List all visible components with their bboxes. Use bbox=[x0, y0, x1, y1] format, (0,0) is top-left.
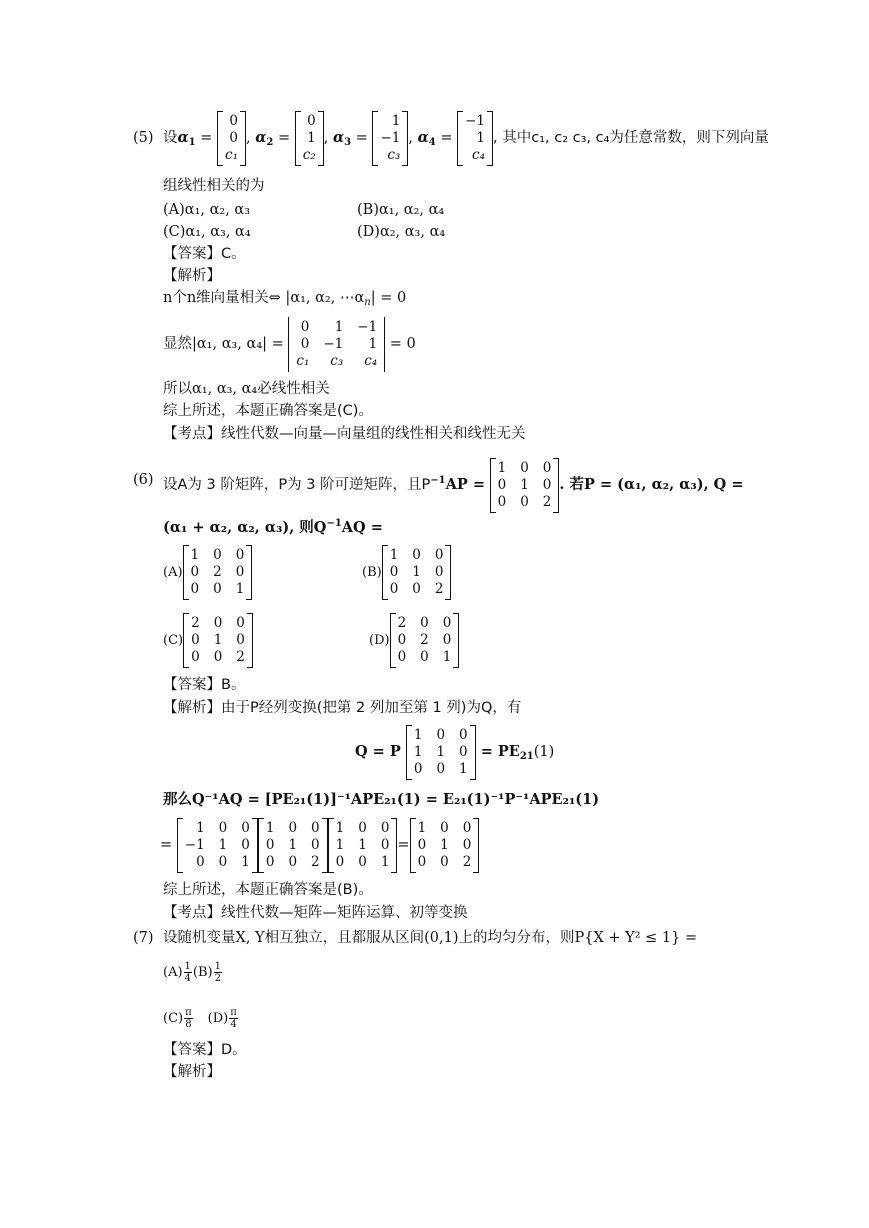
matrix-cell: 0 bbox=[311, 819, 320, 836]
matrix-cell: 1 bbox=[288, 836, 298, 853]
q6-product-m2 bbox=[258, 818, 328, 873]
matrix-cell: 1 bbox=[218, 836, 228, 853]
matrix-cell: 0 bbox=[413, 760, 423, 777]
q5-alpha3-sub: 3 bbox=[344, 137, 352, 148]
matrix-cell: 0 bbox=[213, 580, 222, 597]
matrix-cell: 1 bbox=[335, 836, 345, 853]
q5-comma: , bbox=[246, 130, 251, 146]
q7-option-d-label: (D) bbox=[207, 1011, 229, 1026]
q5-alpha1: α bbox=[177, 129, 189, 146]
q5-stem-line2: 组线性相关的为 bbox=[163, 178, 265, 194]
q6-option-b-matrix bbox=[382, 545, 452, 600]
matrix-cell: 0 bbox=[389, 580, 399, 597]
matrix-cell: 0 bbox=[235, 546, 245, 563]
q5-alpha4: α bbox=[417, 129, 429, 146]
q6-eq-right-sub: 21 bbox=[519, 751, 534, 762]
matrix-cell: 1 bbox=[358, 836, 367, 853]
q6-option-d-matrix bbox=[390, 613, 460, 668]
q5-topic: 【考点】线性代数—向量—向量组的线性相关和线性无关 bbox=[163, 426, 526, 442]
q5-conclusion: 综上所述，本题正确答案是(C)。 bbox=[163, 403, 373, 419]
matrix-cell: 0 bbox=[300, 335, 310, 352]
matrix-cell: 0 bbox=[288, 853, 298, 870]
matrix-cell: 0 bbox=[241, 819, 250, 836]
matrix-cell: 0 bbox=[442, 631, 452, 648]
matrix-cell: 1 bbox=[190, 546, 200, 563]
matrix-cell: 0 bbox=[196, 853, 205, 870]
matrix-cell: 1 bbox=[520, 476, 529, 493]
q6-equation bbox=[355, 724, 554, 780]
matrix-cell: 0 bbox=[389, 563, 399, 580]
matrix-cell: 0 bbox=[462, 819, 472, 836]
q6-option-c bbox=[163, 612, 253, 668]
matrix-cell: 1 bbox=[241, 853, 250, 870]
matrix-cell: 1 bbox=[413, 743, 423, 760]
matrix-cell: 0 bbox=[213, 648, 223, 665]
matrix-cell: 0 bbox=[236, 631, 245, 648]
matrix-cell: 0 bbox=[542, 476, 552, 493]
matrix-cell: c₄ bbox=[364, 352, 378, 369]
matrix-cell: 0 bbox=[265, 853, 275, 870]
q6-eq-matrix bbox=[406, 725, 476, 780]
matrix-cell: 1 bbox=[440, 836, 449, 853]
q6-product-m3 bbox=[328, 818, 398, 873]
matrix-cell: 0 bbox=[218, 853, 228, 870]
matrix-cell: 2 bbox=[462, 853, 472, 870]
q7-option-b-label: (B) bbox=[192, 965, 213, 980]
matrix-cell: −1 bbox=[380, 129, 401, 146]
matrix-cell: 2 bbox=[397, 614, 407, 631]
matrix-cell: 1 bbox=[213, 631, 223, 648]
q6-option-c-label: (C) bbox=[163, 633, 184, 648]
matrix-cell: 1 bbox=[497, 459, 507, 476]
matrix-cell: 0 bbox=[241, 836, 250, 853]
q5-comma: , bbox=[408, 130, 413, 146]
q6-then: 那么Q⁻¹AQ = [PE₂₁(1)]⁻¹APE₂₁(1) = E₂₁(1)⁻¹P⁻¹APE₂₁(1) bbox=[163, 791, 600, 808]
q7-number: (7) bbox=[133, 930, 154, 946]
matrix-cell: 1 bbox=[391, 112, 401, 129]
fraction-denominator: 4 bbox=[184, 972, 191, 984]
q5-det-prefix: 显然|α₁, α₃, α₄| = bbox=[163, 336, 284, 352]
matrix-cell: 2 bbox=[542, 493, 552, 510]
matrix-cell: 0 bbox=[300, 318, 310, 335]
q6-stem-line2-tail: AQ = bbox=[341, 519, 383, 536]
q5-rule-text: n个n维向量相关⇔ |α₁, α₂, ⋯α bbox=[163, 290, 365, 306]
q5-comma: , bbox=[323, 130, 329, 146]
matrix-cell: 0 bbox=[311, 836, 320, 853]
q7-options-ab bbox=[163, 956, 223, 988]
matrix-cell: 0 bbox=[459, 726, 468, 743]
matrix-cell: 0 bbox=[229, 129, 238, 146]
q5-option-c: (C)α₁, α₃, α₄ bbox=[163, 224, 251, 240]
matrix-cell: 0 bbox=[420, 614, 429, 631]
q5-option-a: (A)α₁, α₂, α₃ bbox=[163, 202, 251, 218]
matrix-cell: 2 bbox=[213, 563, 222, 580]
q7-option-b-fraction bbox=[214, 961, 222, 984]
matrix-cell: c₂ bbox=[302, 146, 316, 163]
matrix-cell: 0 bbox=[380, 819, 390, 836]
matrix-cell: 0 bbox=[190, 563, 200, 580]
matrix-cell: c₁ bbox=[225, 146, 238, 163]
q5-alpha2: α bbox=[255, 129, 267, 146]
matrix-cell: −1 bbox=[184, 836, 205, 853]
matrix-cell: 2 bbox=[236, 648, 245, 665]
matrix-cell: 1 bbox=[417, 819, 427, 836]
matrix-cell: 1 bbox=[235, 580, 245, 597]
matrix-cell: 0 bbox=[520, 493, 529, 510]
matrix-cell: 0 bbox=[462, 836, 472, 853]
matrix-cell: 0 bbox=[191, 648, 200, 665]
matrix-cell: 0 bbox=[191, 631, 200, 648]
q7-option-a-label: (A) bbox=[163, 965, 183, 980]
q7-option-c-label: (C) bbox=[163, 1011, 184, 1026]
matrix-cell: 0 bbox=[459, 743, 468, 760]
matrix-cell: 0 bbox=[335, 853, 345, 870]
matrix-cell: c₃ bbox=[387, 146, 401, 163]
fraction-denominator: 4 bbox=[230, 1018, 237, 1030]
q6-analysis: 【解析】由于P经列变换(把第 2 列加至第 1 列)为Q，有 bbox=[163, 700, 522, 716]
matrix-cell: 0 bbox=[358, 853, 367, 870]
matrix-cell: 0 bbox=[397, 648, 407, 665]
q6-product bbox=[160, 817, 479, 873]
q5-option-b: (B)α₁, α₂, α₄ bbox=[357, 202, 445, 218]
matrix-cell: 0 bbox=[442, 614, 452, 631]
q7-option-c-fraction bbox=[184, 1007, 193, 1030]
q6-option-a-label: (A) bbox=[163, 565, 183, 580]
q7-answer: 【答案】D。 bbox=[163, 1042, 247, 1058]
q6-eq-right: = PE bbox=[480, 743, 520, 760]
fraction-numerator: π bbox=[230, 1006, 237, 1018]
q6-option-b bbox=[362, 544, 451, 600]
matrix-cell: 0 bbox=[412, 546, 421, 563]
q6-topic: 【考点】线性代数—矩阵—矩阵运算、初等变换 bbox=[163, 905, 468, 921]
q7-options-cd bbox=[163, 1002, 239, 1034]
q6-product-m4 bbox=[410, 818, 480, 873]
fraction-denominator: 2 bbox=[214, 972, 221, 984]
matrix-cell: 0 bbox=[307, 112, 316, 129]
matrix-cell: 2 bbox=[420, 631, 429, 648]
q5-stem-tail: , 其中c₁, c₂ c₃, c₄为任意常数，则下列向量 bbox=[493, 130, 769, 146]
matrix-cell: 0 bbox=[434, 546, 444, 563]
matrix-cell: 0 bbox=[417, 853, 427, 870]
matrix-cell: 0 bbox=[190, 580, 200, 597]
matrix-cell: 0 bbox=[542, 459, 552, 476]
matrix-cell: 0 bbox=[436, 760, 446, 777]
q5-eq2: = bbox=[273, 130, 295, 146]
fraction-numerator: 1 bbox=[184, 960, 191, 972]
matrix-cell: 0 bbox=[520, 459, 529, 476]
matrix-cell: 0 bbox=[218, 819, 228, 836]
matrix-cell: 0 bbox=[213, 546, 222, 563]
matrix-cell: 1 bbox=[368, 335, 378, 352]
matrix-cell: 0 bbox=[436, 726, 446, 743]
q5-det-tail: = 0 bbox=[389, 336, 416, 352]
q6-option-a-matrix bbox=[183, 545, 253, 600]
matrix-cell: 1 bbox=[436, 743, 446, 760]
q5-eq4: = bbox=[435, 130, 458, 146]
matrix-cell: 0 bbox=[417, 836, 427, 853]
q5-rule-sub: n bbox=[364, 297, 371, 308]
matrix-cell: 1 bbox=[476, 129, 485, 146]
matrix-cell: 0 bbox=[434, 563, 444, 580]
matrix-cell: −1 bbox=[323, 335, 344, 352]
matrix-cell: c₃ bbox=[330, 352, 344, 369]
q6-stem-a2: AP = bbox=[445, 476, 485, 493]
matrix-cell: 0 bbox=[236, 614, 245, 631]
matrix-cell: 2 bbox=[311, 853, 320, 870]
matrix-cell: 2 bbox=[434, 580, 444, 597]
matrix-cell: 1 bbox=[442, 648, 452, 665]
matrix-cell: 0 bbox=[229, 112, 238, 129]
matrix-cell: c₁ bbox=[296, 352, 310, 369]
matrix-cell: 0 bbox=[412, 580, 421, 597]
q5-alpha2-sub: 2 bbox=[266, 137, 274, 148]
q6-product-eq: = bbox=[160, 837, 173, 853]
q6-option-b-label: (B) bbox=[362, 565, 382, 580]
fraction-numerator: π bbox=[185, 1006, 192, 1018]
q6-option-a bbox=[163, 544, 252, 600]
q6-diag-matrix bbox=[490, 458, 560, 513]
q7-option-d-fraction bbox=[229, 1007, 238, 1030]
matrix-cell: 0 bbox=[440, 853, 449, 870]
q6-stem-b: . 若P = (α₁, α₂, α₃), Q = bbox=[559, 476, 744, 493]
matrix-cell: 0 bbox=[497, 476, 507, 493]
q5-so: 所以α₁, α₃, α₄必线性相关 bbox=[163, 381, 330, 397]
matrix-cell: 2 bbox=[191, 614, 200, 631]
q5-stem bbox=[163, 108, 769, 168]
matrix-cell: 1 bbox=[389, 546, 399, 563]
matrix-cell: 1 bbox=[196, 819, 205, 836]
matrix-cell: 0 bbox=[213, 614, 223, 631]
q6-option-d-label: (D) bbox=[369, 633, 390, 648]
matrix-cell: 0 bbox=[358, 819, 367, 836]
matrix-cell: 1 bbox=[307, 129, 316, 146]
matrix-cell: 1 bbox=[265, 819, 275, 836]
q7-stem: 设随机变量X, Y相互独立，且都服从区间(0,1)上的均匀分布，则P{X + Y² ≤ 1} = bbox=[163, 930, 698, 946]
q6-stem-line2-text: (α₁ + α₂, α₂, α₃), 则Q bbox=[163, 519, 327, 536]
q5-analysis-label: 【解析】 bbox=[163, 268, 221, 284]
q6-product-eq2: = bbox=[397, 837, 410, 853]
q5-answer: 【答案】C。 bbox=[163, 246, 246, 262]
q6-answer: 【答案】B。 bbox=[163, 677, 246, 693]
q6-stem bbox=[163, 454, 744, 508]
q6-stem-line2-sup: −1 bbox=[326, 518, 342, 529]
matrix-cell: 0 bbox=[497, 493, 507, 510]
vector-alpha3 bbox=[372, 111, 408, 166]
q7-analysis-label: 【解析】 bbox=[163, 1064, 221, 1080]
matrix-cell: 0 bbox=[397, 631, 407, 648]
matrix-cell: 0 bbox=[420, 648, 429, 665]
q5-rule bbox=[163, 288, 406, 313]
fraction-numerator: 1 bbox=[214, 960, 221, 972]
q6-product-m1 bbox=[177, 818, 258, 873]
matrix-cell: 0 bbox=[235, 563, 245, 580]
matrix-cell: 1 bbox=[413, 726, 423, 743]
matrix-cell: 1 bbox=[334, 318, 344, 335]
q5-determinant bbox=[288, 317, 385, 372]
q6-eq-left: Q = P bbox=[355, 743, 401, 760]
q5-stem-prefix: 设 bbox=[163, 130, 178, 146]
matrix-cell: 1 bbox=[459, 760, 468, 777]
vector-alpha1 bbox=[217, 111, 246, 166]
vector-alpha4 bbox=[457, 111, 493, 166]
q6-conclusion: 综上所述，本题正确答案是(B)。 bbox=[163, 882, 373, 898]
q5-alpha3: α bbox=[332, 129, 345, 146]
matrix-cell: 1 bbox=[380, 853, 390, 870]
q5-rule-tail: | = 0 bbox=[370, 290, 407, 306]
matrix-cell: c₄ bbox=[472, 146, 485, 163]
q5-alpha1-sub: 1 bbox=[188, 137, 196, 148]
q6-option-d bbox=[369, 612, 459, 668]
q5-determinant-line bbox=[163, 316, 416, 372]
q5-number: (5) bbox=[133, 130, 154, 146]
matrix-cell: −1 bbox=[465, 112, 485, 129]
matrix-cell: 1 bbox=[412, 563, 421, 580]
q6-stem-a: 设A为 3 阶矩阵，P为 3 阶可逆矩阵，且P bbox=[163, 477, 431, 493]
q6-stem-a-sup: −1 bbox=[430, 475, 446, 486]
fraction-denominator: 8 bbox=[185, 1018, 192, 1030]
matrix-cell: 1 bbox=[335, 819, 345, 836]
matrix-cell: 0 bbox=[288, 819, 298, 836]
q6-stem-line2 bbox=[163, 514, 383, 538]
vector-alpha2 bbox=[295, 111, 324, 166]
matrix-cell: 0 bbox=[265, 836, 275, 853]
q6-eq-right-tail: (1) bbox=[533, 744, 555, 760]
q7-option-a-fraction bbox=[184, 961, 192, 984]
q5-eq1: = bbox=[195, 130, 218, 146]
q6-number: (6) bbox=[133, 472, 154, 488]
q5-alpha4-sub: 4 bbox=[428, 137, 436, 148]
q6-option-c-matrix bbox=[183, 613, 253, 668]
q5-option-d: (D)α₂, α₃, α₄ bbox=[357, 224, 446, 240]
q5-eq3: = bbox=[351, 130, 373, 146]
matrix-cell: −1 bbox=[357, 318, 378, 335]
matrix-cell: 0 bbox=[380, 836, 390, 853]
matrix-cell: 0 bbox=[440, 819, 449, 836]
